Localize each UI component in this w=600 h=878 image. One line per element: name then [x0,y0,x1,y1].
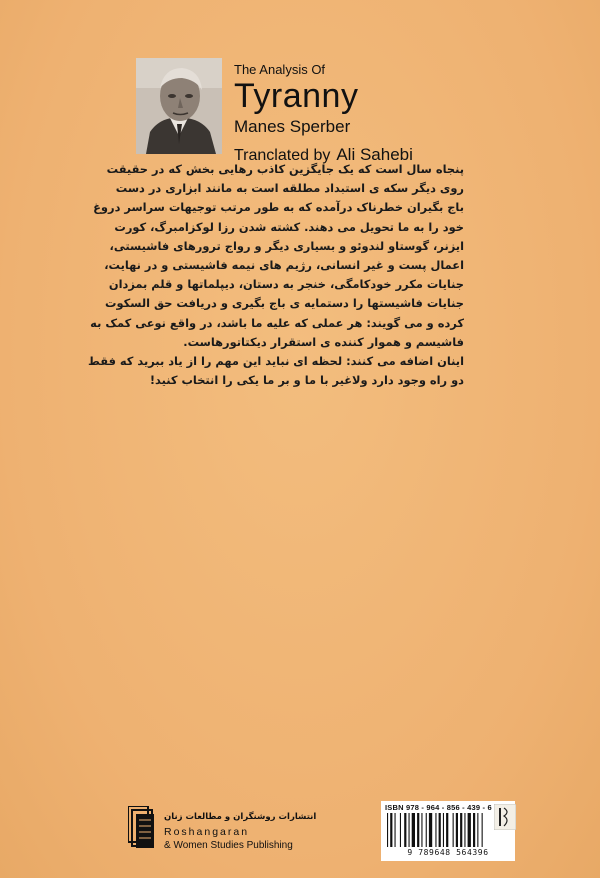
publisher-name-en-sub: & Women Studies Publishing [164,840,293,851]
publisher-name-en: Roshangaran [164,826,250,838]
title-block [234,62,534,167]
blurb-line: روی دیگر سکه ی استبداد مطلقه است به مانند ابزاری در دست [115,181,464,196]
blurb-line: جنایات فاشیستها را دستمایه ی باج بگیری و دریافت حق السکوت [105,296,464,311]
publisher-block [128,806,328,866]
blurb-line: جنایات مکرر خودکامگی، خنجر به دستان، دیپلماتها و قلم بمزدان [108,277,464,292]
portrait-photo-icon [136,58,222,154]
blurb-line: اینان اضافه می کنند: لحظه ای نباید این مهم را از یاد ببرید که فقط [88,354,464,369]
translated-by-label: Tranclated by [234,147,331,164]
book-subtitle: The Analysis Of [234,62,326,77]
publisher-logo-icon [128,806,156,850]
barcode-bars-icon [385,813,511,847]
isbn-text: ISBN 978 - 964 - 856 - 439 - 6 [385,803,492,812]
blurb-line: پنجاه سال است که یک جایگزین کاذب رهایی بخش که در حقیقت [106,162,464,176]
blurb-line: ایزنر، گوستاو لندوئو و بسیاری دیگر و رواج ترورهای فاشیستی، [109,238,464,253]
book-author: Manes Sperber [234,117,351,136]
price-label-icon [494,804,516,830]
translator-name: Ali Sahebi [336,145,413,164]
blurb-line: دو راه وجود دارد ولاغیر با ما و بر ما یکی را انتخاب کنید! [149,373,464,388]
price-label [494,804,516,830]
blurb-line: اعمال پست و غیر انسانی، رژیم های نیمه فاشیستی و در نهایت، [104,258,464,273]
publisher-name-fa: انتشارات روشنگران و مطالعات زنان [164,812,317,822]
author-portrait [136,58,222,154]
blurb-line: کرده و می گویند: هر عملی که علیه ما باشد، در واقع نوعی کمک به [90,315,464,330]
barcode-number: 9 789648 564396 [407,848,489,857]
blurb-line: باج بگیران خطرناک درآمده که به طور مرتب توجیهات سراسر دروغ [93,200,464,215]
blurb-line: فاشیسم و هموار کننده ی استقرار دیکتاتورهاست. [183,334,464,349]
book-title: Tyranny [234,77,359,115]
blurb-line: خود را به ما تحویل می دهند. کشته شدن رزا لوکزامبرگ، کورت [114,219,464,234]
blurb-text [88,160,464,390]
